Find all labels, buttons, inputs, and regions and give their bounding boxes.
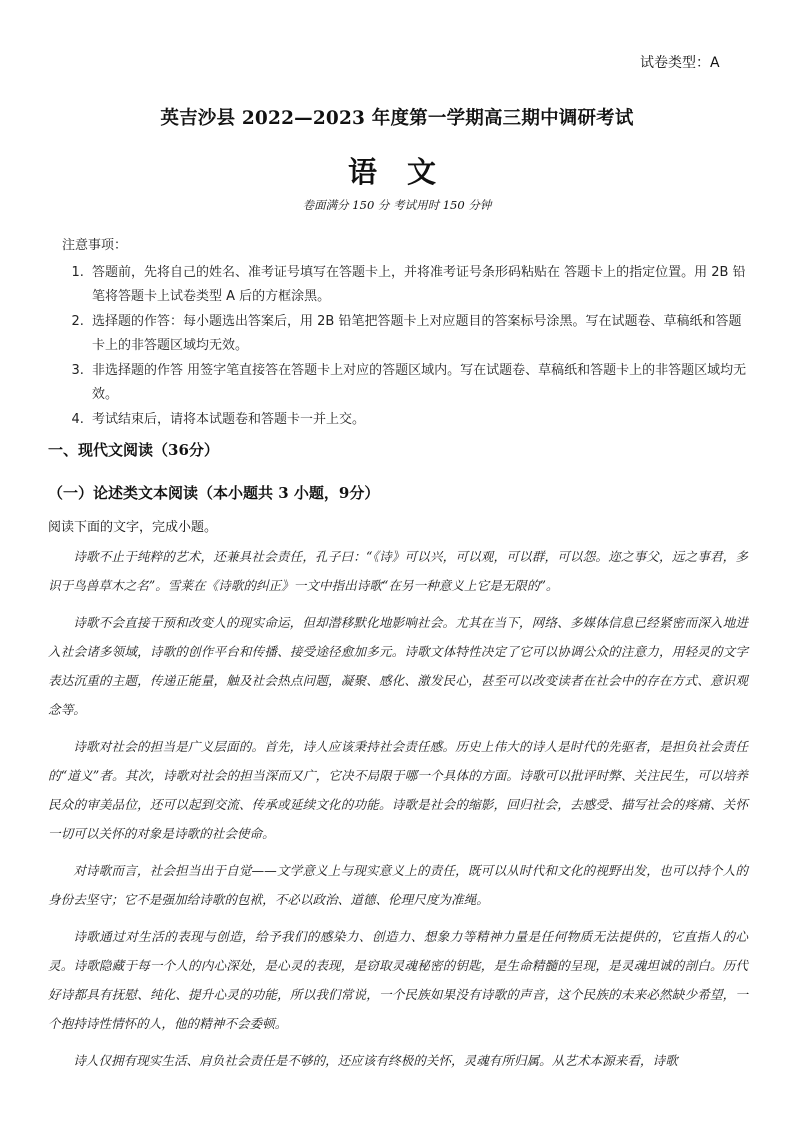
notes-item: 3. 非选择题的作答 用签字笔直接答在答题卡上对应的答题区域内。写在试题卷、草稿纸和答题卡上的非答题区域均无效。 bbox=[88, 359, 752, 407]
notes-list bbox=[62, 261, 752, 432]
reading-instruction: 阅读下面的文字，完成小题。 bbox=[48, 520, 218, 535]
passage-paragraph: 诗歌不止于纯粹的艺术，还兼具社会责任，孔子曰：“《诗》可以兴，可以观，可以群，可以怨。迩之事父，远之事君，多识于鸟兽草木之名”。雪莱在《诗歌的纠正》一文中指出诗歌“在另一种意义上它是无限的”。 bbox=[48, 549, 748, 593]
passage-paragraph: 诗人仅拥有现实生活、肩负社会责任是不够的，还应该有终极的关怀，灵魂有所归属。从艺术本源来看，诗歌 bbox=[73, 1053, 678, 1068]
score-info: 卷面满分 150 分 考试用时 150 分钟 bbox=[302, 198, 492, 212]
notes-title: 注意事项： bbox=[62, 238, 128, 253]
reading-passage bbox=[48, 542, 748, 1083]
subject-title: 语 文 bbox=[347, 155, 447, 189]
notes-item: 4. 考试结束后，请将本试题卷和答题卡一并上交。 bbox=[88, 408, 752, 432]
notes-item: 1. 答题前，先将自己的姓名、准考证号填写在答题卡上，并将准考证号条形码粘贴在 答题卡上的指定位置。用 2B 铅笔将答题卡上试卷类型 A 后的方框涂黑。 bbox=[88, 261, 752, 309]
passage-paragraph: 诗歌通过对生活的表现与创造，给予我们的感染力、创造力、想象力等精神力量是任何物质无法提供的，它直指人的心灵。诗歌隐藏于每一个人的内心深处，是心灵的表现，是窃取灵魂秘密的钥匙，是生命精髓的呈现，是灵魂坦诚的剖白。历代好诗都具有抚慰、纯化、提升心灵的功能，所以我们常说，一个民族如果没有诗歌的声音，这个民族的未来必然缺少希望，一个抱持诗性情怀的人，他的精神不会委顿。 bbox=[48, 929, 748, 1031]
section-heading: 一、现代文阅读（36分） bbox=[48, 441, 219, 459]
passage-paragraph: 诗歌不会直接干预和改变人的现实命运，但却潜移默化地影响社会。尤其在当下，网络、多媒体信息已经紧密而深入地进入社会诸多领域，诗歌的创作平台和传播、接受途径愈加多元。诗歌文体特性决定了它可以协调公众的注意力，用轻灵的文字表达沉重的主题，传递正能量，触及社会热点问题，凝聚、感化、激发民心，甚至可以改变读者在社会中的存在方式、意识观念等。 bbox=[48, 615, 748, 717]
passage-paragraph: 对诗歌而言，社会担当出于自觉——文学意义上与现实意义上的责任，既可以从时代和文化的视野出发，也可以持个人的身份去坚守；它不是强加给诗歌的包袱，不必以政治、道德、伦理尺度为准绳。 bbox=[48, 863, 748, 907]
notes-item: 2. 选择题的作答：每小题选出答案后，用 2B 铅笔把答题卡上对应题目的答案标号涂黑。写在试题卷、草稿纸和答题卡上的非答题区域均无效。 bbox=[88, 310, 752, 358]
subsection-heading: （一）论述类文本阅读（本小题共 3 小题，9分） bbox=[48, 484, 380, 502]
paper-type-label: 试卷类型：A bbox=[640, 55, 720, 71]
exam-title: 英吉沙县 2022—2023 年度第一学期高三期中调研考试 bbox=[160, 108, 634, 129]
notes-block bbox=[62, 234, 752, 433]
passage-paragraph: 诗歌对社会的担当是广义层面的。首先，诗人应该秉持社会责任感。历史上伟大的诗人是时代的先驱者，是担负社会责任的“道义”者。其次，诗歌对社会的担当深而又广，它决不局限于哪一个具体的方面。诗歌可以批评时弊、关注民生，可以培养民众的审美品位，还可以起到交流、传承或延续文化的功能。诗歌是社会的缩影，回归社会，去感受、描写社会的疼痛、关怀一切可以关怀的对象是诗歌的社会使命。 bbox=[48, 739, 748, 841]
